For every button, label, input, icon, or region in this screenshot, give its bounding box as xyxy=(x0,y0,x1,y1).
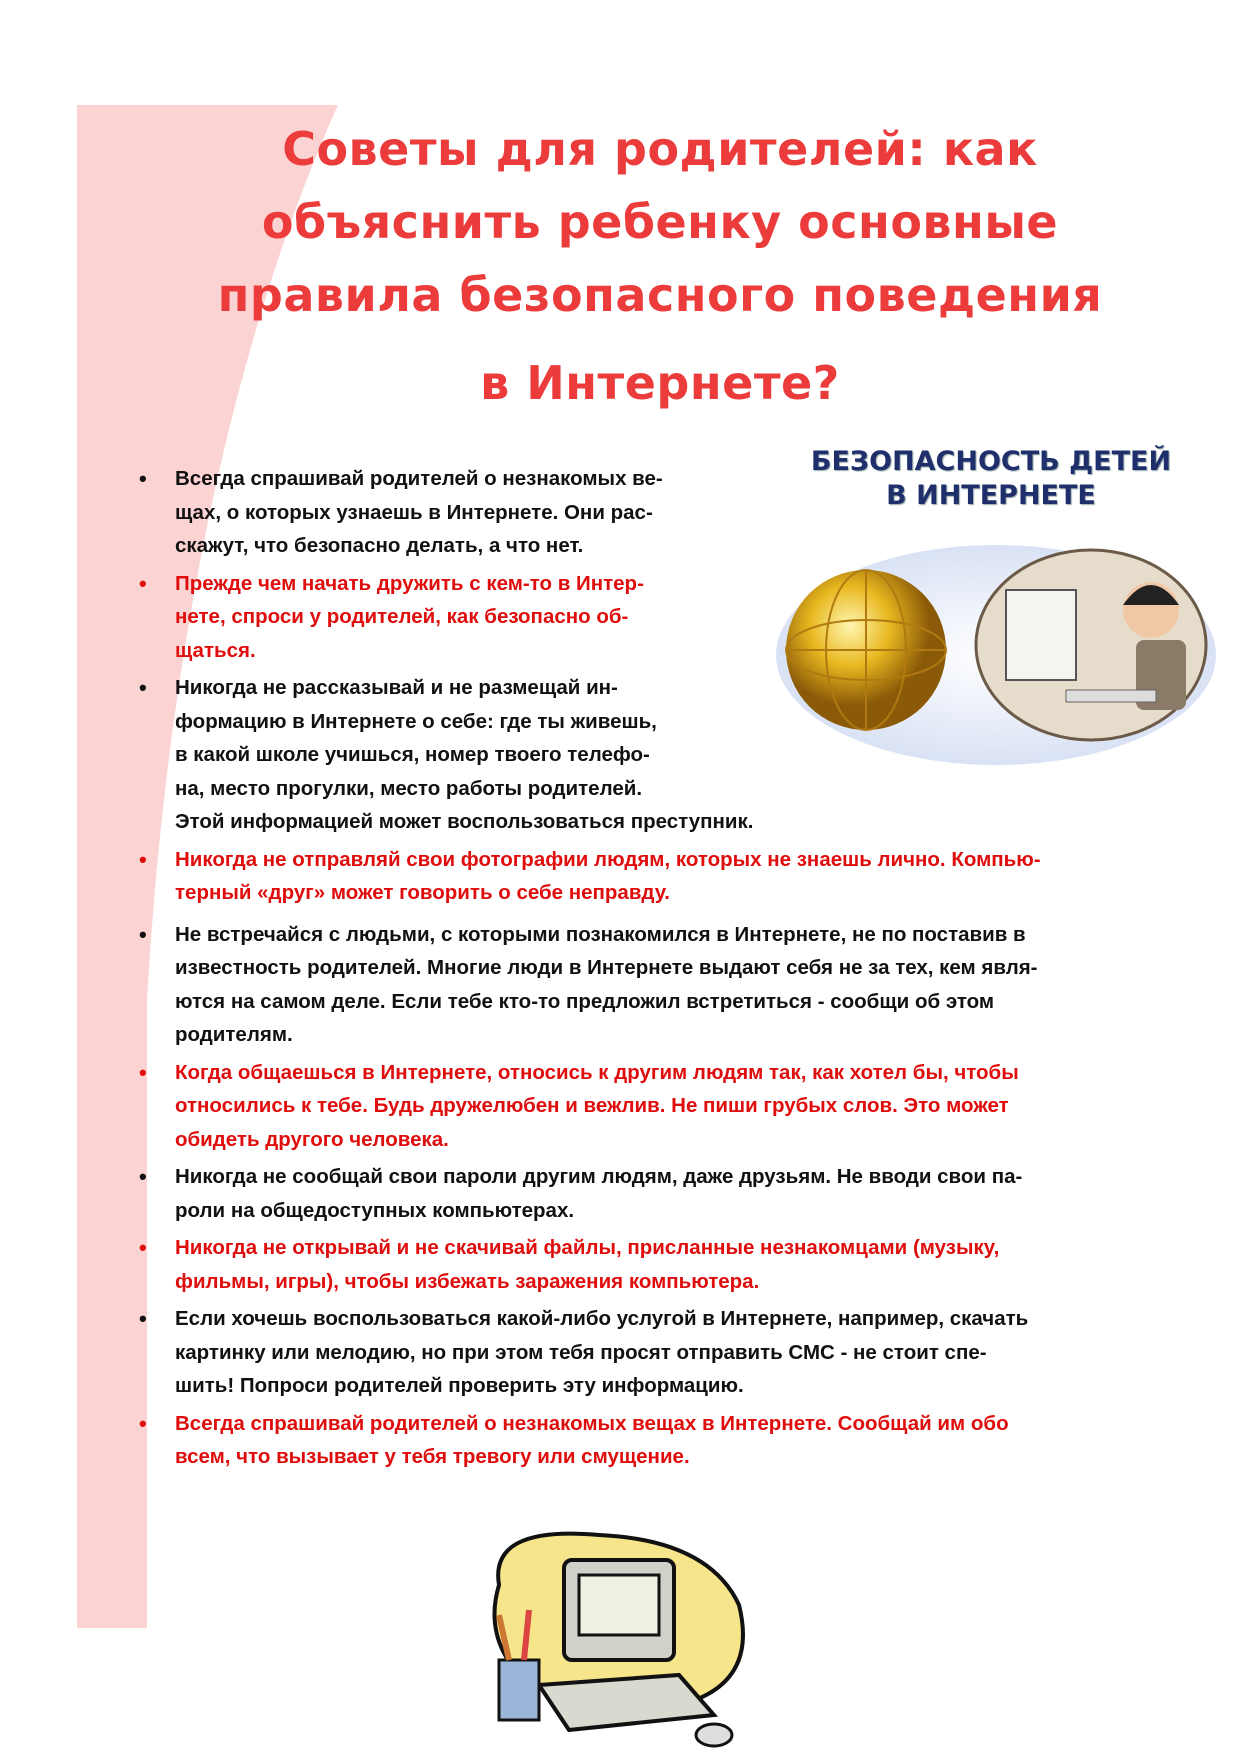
tip-text-line: щаться. xyxy=(175,638,256,662)
tip-text-line: терный «друг» может говорить о себе неправду. xyxy=(175,881,670,904)
title-line-3: правила безопасного поведения xyxy=(217,268,1103,322)
bullet-icon: • xyxy=(139,1235,147,1260)
safety-tips-list xyxy=(135,462,1195,1478)
hero-title-line-2: В ИНТЕРНЕТЕ xyxy=(886,480,1096,511)
tip-text-line: формацию в Интернете о себе: где ты живешь, xyxy=(175,709,657,733)
tip-text-line: Никогда не сообщай свои пароли другим людям, даже друзьям. Не вводи свои па- xyxy=(175,1165,1023,1188)
tip-text-line: всем, что вызывает у тебя тревогу или смущение. xyxy=(175,1445,690,1468)
tip-text-line: Всегда спрашивай родителей о незнакомых вещах в Интернете. Сообщай им обо xyxy=(175,1411,1009,1435)
bullet-icon: • xyxy=(139,570,147,596)
bullet-icon: • xyxy=(139,846,147,872)
tip-text-line: шить! Попроси родителей проверить эту информацию. xyxy=(175,1374,744,1397)
tip-text-line: скажут, что безопасно делать, а что нет. xyxy=(175,534,584,557)
tip-text-line: фильмы, игры), чтобы избежать заражения компьютера. xyxy=(175,1269,760,1293)
tip-text-line: щах, о которых узнаешь в Интернете. Они рас- xyxy=(175,500,653,524)
title-line-1: Советы для родителей: как xyxy=(282,122,1038,176)
bullet-icon: • xyxy=(139,1306,147,1331)
bullet-icon: • xyxy=(139,466,147,491)
tip-text-line: роли на общедоступных компьютерах. xyxy=(175,1198,575,1222)
tip-item xyxy=(135,1056,1195,1157)
tip-text-line: Всегда спрашивай родителей о незнакомых ве- xyxy=(175,467,663,490)
tip-text-line: Не встречайся с людьми, с которыми познакомился в Интернете, не по поставив в xyxy=(175,922,1026,946)
tip-item xyxy=(135,843,1195,910)
tip-text-line: Прежде чем начать дружить с кем-то в Интер- xyxy=(175,571,644,595)
tip-item xyxy=(135,671,1195,839)
tip-text-line: относились к тебе. Будь дружелюбен и вежлив. Не пиши грубых слов. Это может xyxy=(175,1094,1009,1117)
bullet-icon: • xyxy=(139,1410,147,1436)
bullet-icon: • xyxy=(139,1164,147,1189)
tip-text-line: нете, спроси у родителей, как безопасно об- xyxy=(175,605,629,628)
tip-text-line: картинку или мелодию, но при этом тебя просят отправить СМС - не стоит спе- xyxy=(175,1340,987,1364)
tip-item xyxy=(135,462,1195,563)
mouse-icon xyxy=(696,1724,732,1746)
tip-text-line: Никогда не отправляй свои фотографии людям, которых не знаешь лично. Компью- xyxy=(175,847,1041,871)
tip-item xyxy=(135,567,1195,668)
tip-text-line: ются на самом деле. Если тебе кто-то предложил встретиться - сообщи об этом xyxy=(175,989,995,1013)
tip-item xyxy=(135,1160,1195,1227)
bullet-icon: • xyxy=(139,675,147,700)
bullet-icon: • xyxy=(139,921,147,947)
keyboard-icon xyxy=(539,1675,714,1730)
bullet-icon: • xyxy=(139,1059,147,1085)
tip-text-line: обидеть другого человека. xyxy=(175,1127,449,1151)
tip-text-line: Этой информацией может воспользоваться преступник. xyxy=(175,810,754,833)
tip-text-line: Никогда не открывай и не скачивай файлы, присланные незнакомцами (музыку, xyxy=(175,1236,1000,1259)
title-line-4: в Интернете? xyxy=(480,356,840,410)
tip-text-line: родителям. xyxy=(175,1023,293,1046)
tip-text-line: на, место прогулки, место работы родителей. xyxy=(175,776,643,800)
hero-title-line-1: БЕЗОПАСНОСТЬ ДЕТЕЙ xyxy=(810,446,1172,477)
tip-text-line: Никогда не рассказывай и не размещай ин- xyxy=(175,676,618,699)
tip-text-line: в какой школе учишься, номер твоего телефо- xyxy=(175,743,650,766)
tip-item xyxy=(135,1231,1195,1298)
tip-item xyxy=(135,1407,1195,1474)
tip-text-line: Если хочешь воспользоваться какой-либо услугой в Интернете, например, скачать xyxy=(175,1307,1029,1330)
monitor-icon xyxy=(564,1560,674,1660)
tip-text-line: известность родителей. Многие люди в Интернете выдают себя не за тех, кем явля- xyxy=(175,956,1038,979)
tip-item xyxy=(135,918,1195,1052)
tip-text-line: Когда общаешься в Интернете, относись к другим людям так, как хотел бы, чтобы xyxy=(175,1060,1019,1084)
title-line-2: объяснить ребенку основные xyxy=(261,195,1059,249)
tip-item xyxy=(135,1302,1195,1403)
computer-clipart xyxy=(479,1525,754,1754)
